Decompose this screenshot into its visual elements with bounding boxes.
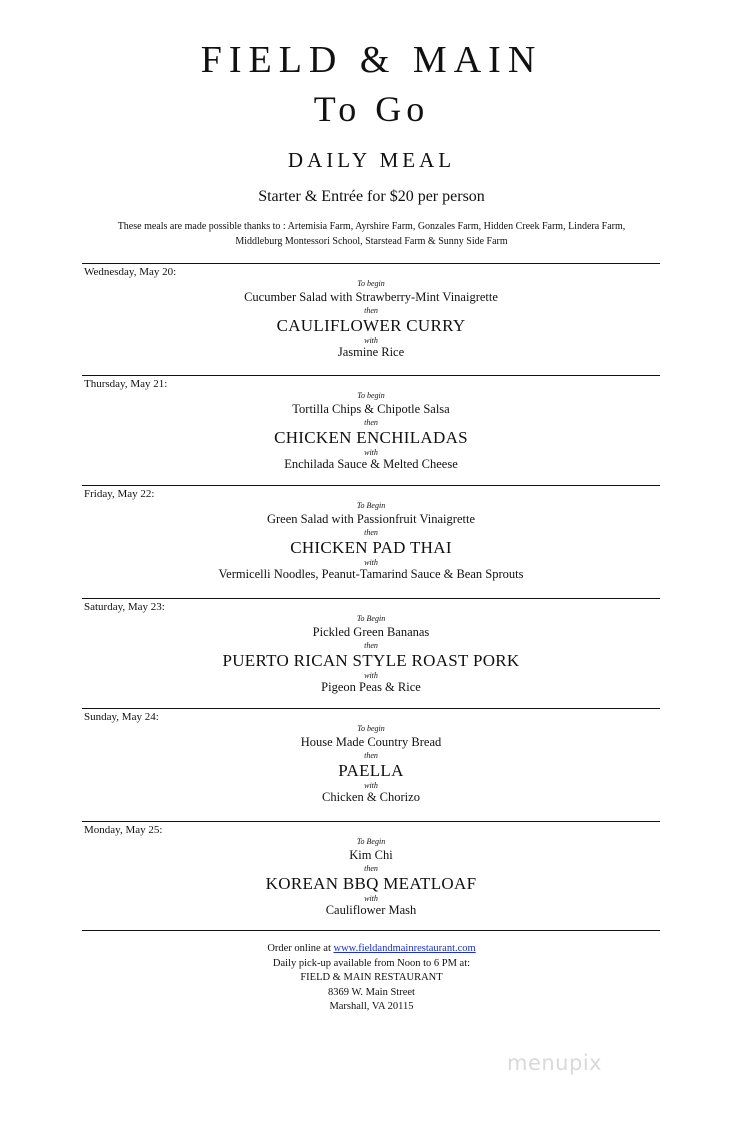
- then-label: then: [364, 864, 378, 873]
- to-begin-label: To begin: [357, 391, 385, 400]
- divider: [82, 930, 660, 931]
- section-heading: DAILY MEAL: [287, 148, 456, 172]
- then-label: then: [364, 751, 378, 760]
- entree-dish: CAULIFLOWER CURRY: [276, 316, 466, 335]
- pickup-line: Daily pick-up available from Noon to 6 PM at:: [272, 957, 471, 969]
- with-label: with: [364, 336, 378, 345]
- to-begin-label: To begin: [357, 279, 385, 288]
- starter-dish: Kim Chi: [349, 848, 393, 862]
- with-label: with: [364, 781, 378, 790]
- entree-dish: CHICKEN PAD THAI: [290, 538, 452, 557]
- side-dish: Enchilada Sauce & Melted Cheese: [284, 457, 458, 471]
- starter-dish: Tortilla Chips & Chipotle Salsa: [292, 402, 450, 416]
- menupix-watermark: menupix: [507, 1051, 603, 1075]
- day-label: Friday, May 22:: [84, 488, 155, 500]
- farm-thanks-line-1: These meals are made possible thanks to : Artemisia Farm, Ayrshire Farm, Gonzales Farm, Hidden Creek Farm, Lindera Farm,: [117, 221, 626, 232]
- with-label: with: [364, 671, 378, 680]
- day-label: Monday, May 25:: [84, 824, 163, 836]
- with-label: with: [364, 894, 378, 903]
- side-dish: Jasmine Rice: [337, 345, 405, 359]
- city-address: Marshall, VA 20115: [329, 1001, 414, 1013]
- farm-thanks: [80, 219, 663, 249]
- day-section-wednesday: [82, 263, 660, 374]
- entree-dish: CHICKEN ENCHILADAS: [274, 428, 468, 447]
- then-label: then: [364, 306, 378, 315]
- day-label: Sunday, May 24:: [84, 711, 159, 723]
- menu-subtitle: To Go: [313, 89, 430, 129]
- side-dish: Chicken & Chorizo: [322, 790, 420, 804]
- to-begin-label: To Begin: [356, 501, 386, 510]
- restaurant-name: FIELD & MAIN RESTAURANT: [300, 972, 443, 984]
- street-address: 8369 W. Main Street: [328, 986, 415, 998]
- day-section-monday: [82, 821, 660, 932]
- side-dish: Pigeon Peas & Rice: [321, 680, 421, 694]
- order-line: [0, 942, 743, 957]
- day-section-friday: [82, 485, 660, 596]
- day-section-saturday: [82, 598, 660, 709]
- then-label: then: [364, 641, 378, 650]
- with-label: with: [364, 448, 378, 457]
- starter-dish: Cucumber Salad with Strawberry-Mint Vinaigrette: [244, 290, 498, 304]
- to-begin-label: To Begin: [356, 837, 386, 846]
- order-prefix: Order online at: [267, 943, 331, 954]
- starter-dish: Green Salad with Passionfruit Vinaigrette: [266, 512, 475, 526]
- entree-dish: PUERTO RICAN STYLE ROAST PORK: [222, 651, 520, 670]
- order-link[interactable]: www.fieldandmainrestaurant.com: [333, 943, 476, 954]
- day-label: Wednesday, May 20:: [84, 266, 177, 278]
- farm-thanks-line-2: Middleburg Montessori School, Starstead Farm & Sunny Side Farm: [235, 236, 508, 247]
- day-label: Thursday, May 21:: [84, 378, 168, 390]
- footer: [0, 942, 743, 1015]
- restaurant-title: FIELD & MAIN: [200, 39, 543, 81]
- day-section-thursday: [82, 375, 660, 486]
- side-dish: Cauliflower Mash: [325, 903, 417, 917]
- side-dish: Vermicelli Noodles, Peanut-Tamarind Sauce & Bean Sprouts: [218, 567, 524, 581]
- price-line: Starter & Entrée for $20 per person: [258, 188, 485, 205]
- to-begin-label: To begin: [357, 724, 385, 733]
- then-label: then: [364, 418, 378, 427]
- starter-dish: House Made Country Bread: [300, 735, 442, 749]
- then-label: then: [364, 528, 378, 537]
- day-label: Saturday, May 23:: [84, 601, 165, 613]
- to-begin-label: To Begin: [356, 614, 386, 623]
- entree-dish: PAELLA: [338, 761, 404, 780]
- with-label: with: [364, 558, 378, 567]
- entree-dish: KOREAN BBQ MEATLOAF: [265, 874, 477, 893]
- day-section-sunday: [82, 708, 660, 819]
- starter-dish: Pickled Green Bananas: [312, 625, 430, 639]
